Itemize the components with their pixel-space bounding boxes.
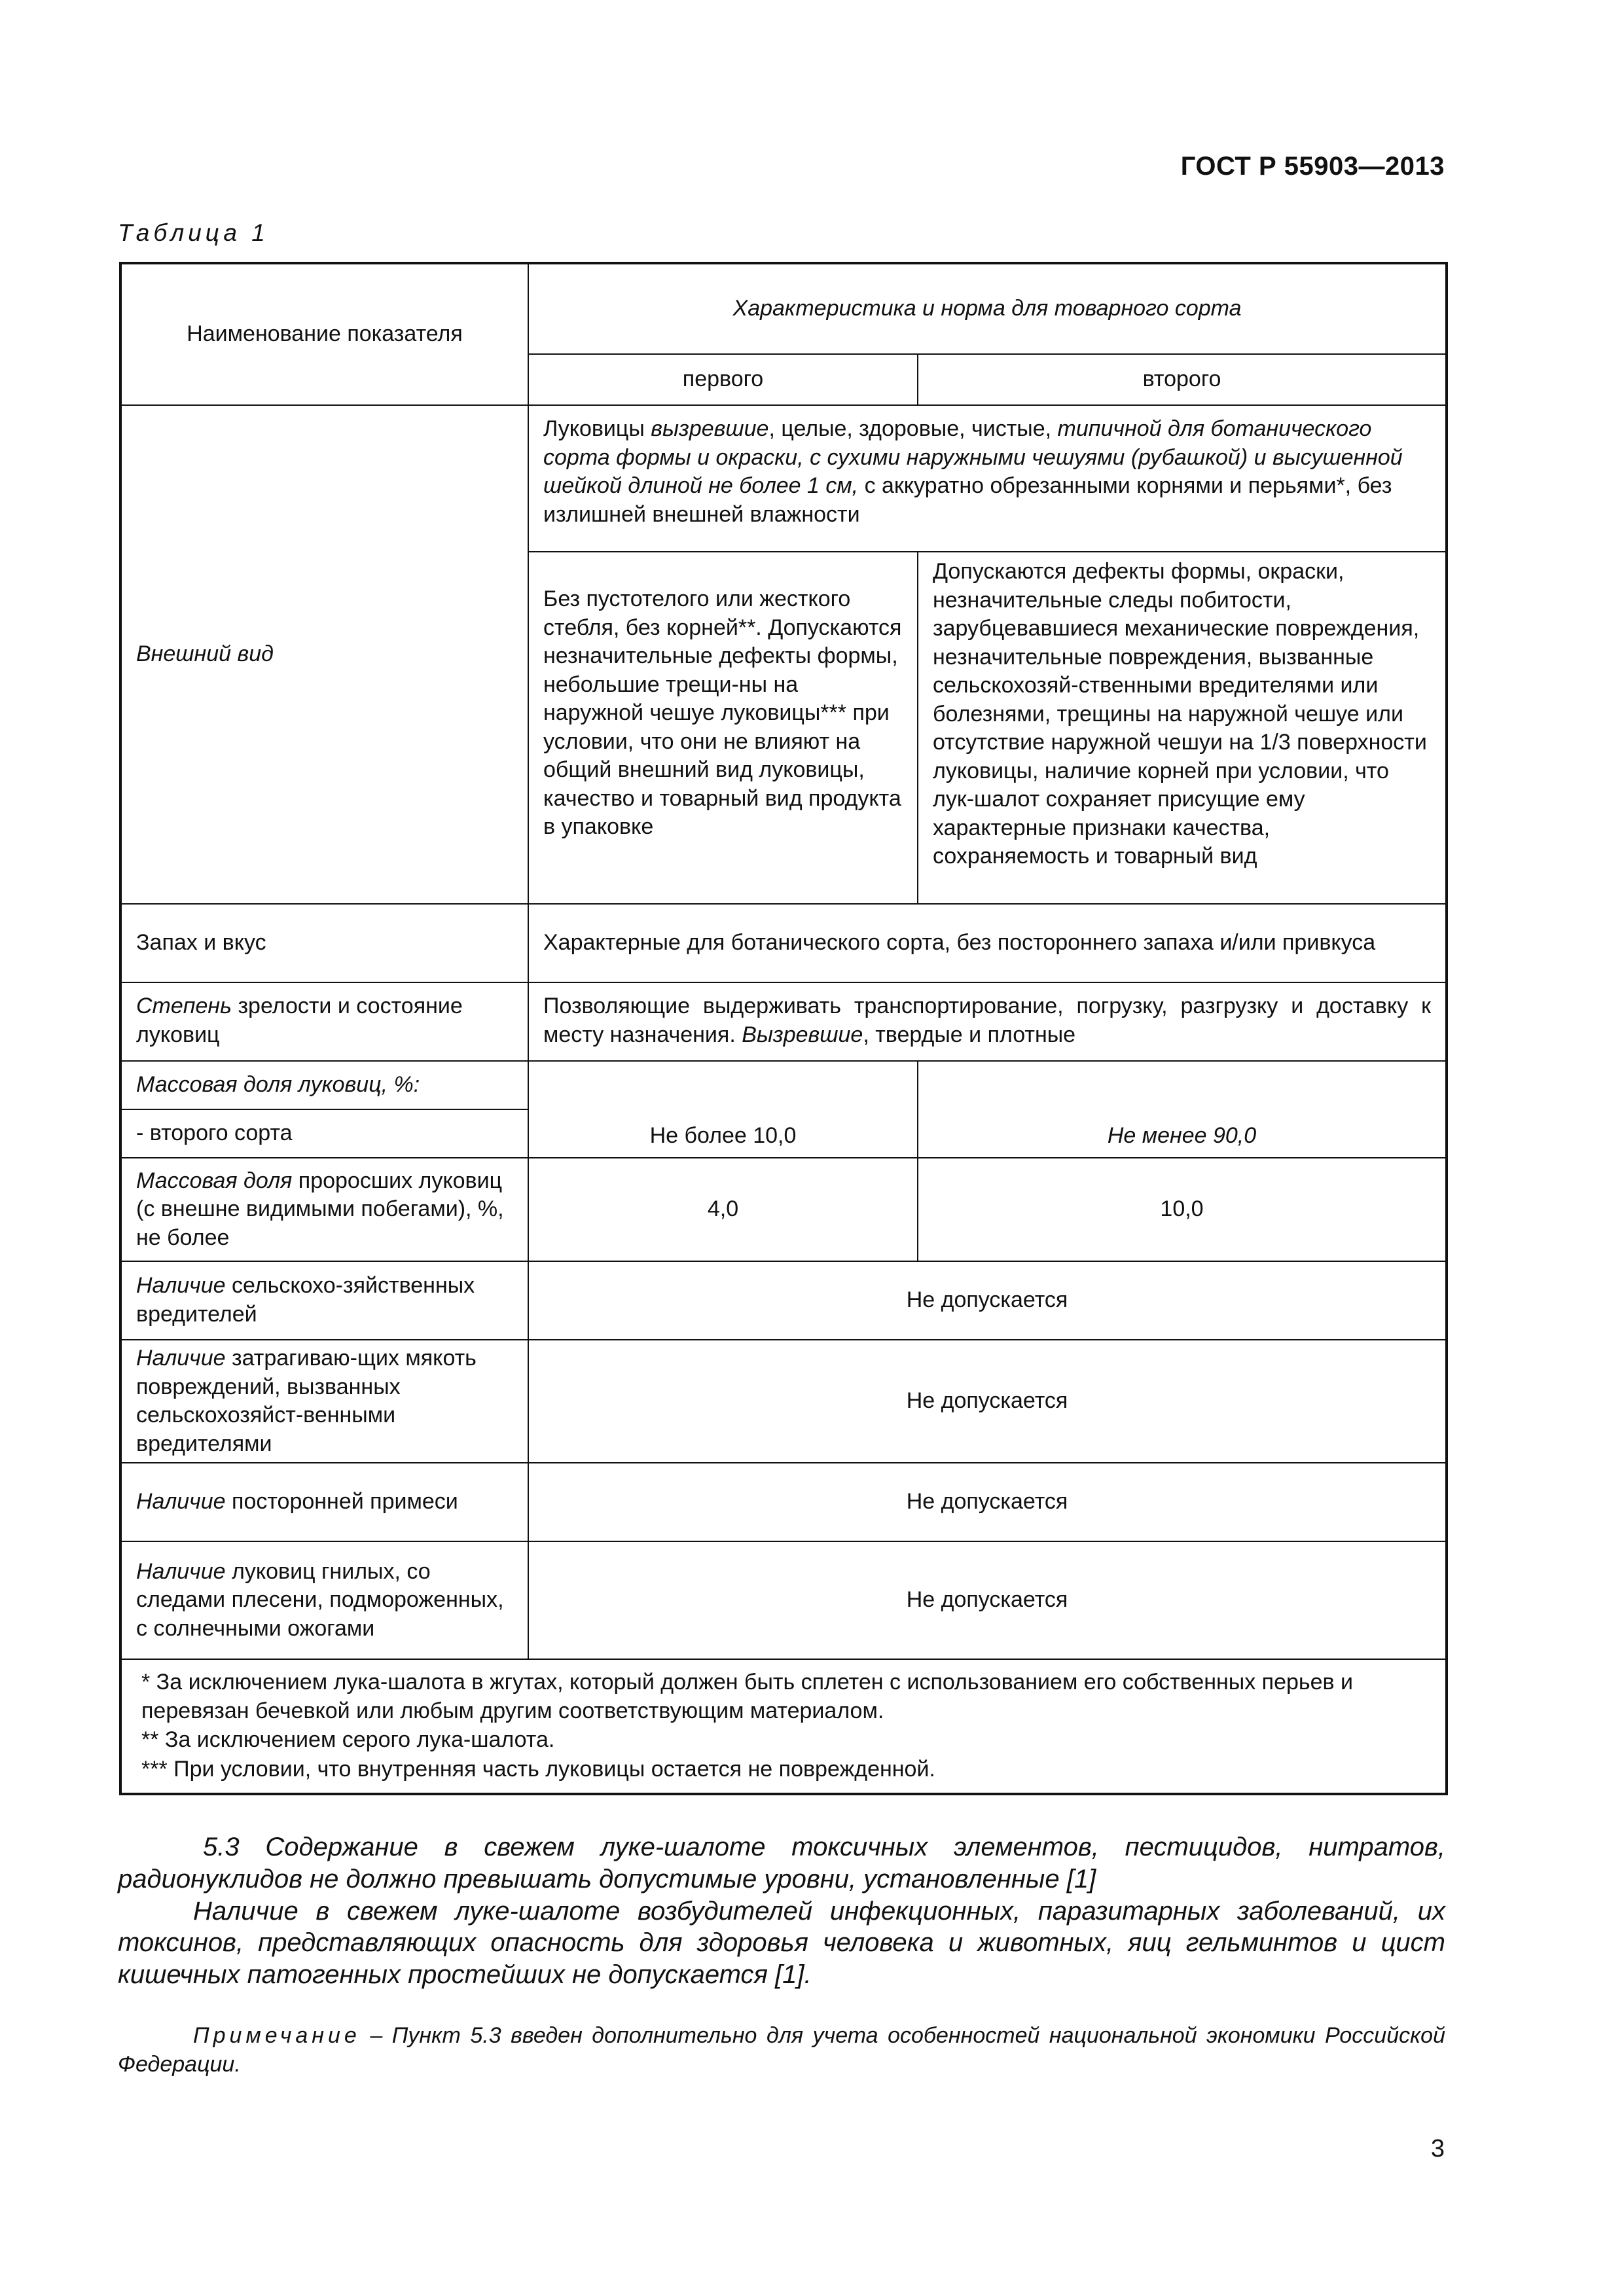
row-label-ripeness: Степень зрелости и состояние луковиц (120, 982, 528, 1061)
appearance-grade2: Допускаются дефекты формы, окраски, незначительные следы побитости, зарубцевавшиеся механические повреждения, незначительные повреждения, вызванные сельскохозяй-ственными вредителями или болезнями, трещины на наружной чешуе или отсутствие наружной чешуи на 1/3 поверхности луковицы, наличие корней при условии, что лук-шалот сохраняет присущие ему характерные признаки качества, сохраняемость и товарный вид (918, 552, 1447, 904)
mass-share-empty-1 (528, 1061, 918, 1109)
rotten-value: Не допускается (528, 1541, 1447, 1659)
row-label-smell: Запах и вкус (120, 904, 528, 982)
document-header-id: ГОСТ Р 55903—2013 (1180, 152, 1445, 181)
row-label-damage: Наличие затрагиваю-щих мякоть повреждений, вызванных сельскохозяйст-венными вредителями (120, 1340, 528, 1463)
row-label-sprouted: Массовая доля проросших луковиц (с внешне видимыми побегами), %, не более (120, 1158, 528, 1261)
row-label-impurity: Наличие посторонней примеси (120, 1463, 528, 1541)
damage-value: Не допускается (528, 1340, 1447, 1463)
footnote-2: ** За исключением серого лука-шалота. (141, 1727, 555, 1753)
note-label: Примечание (193, 2023, 361, 2048)
col-header-group: Характеристика и норма для товарного сорта (528, 263, 1447, 354)
table-caption: Таблица 1 (118, 219, 269, 246)
section-5-3 (118, 1831, 1445, 1991)
col-header-indicator: Наименование показателя (120, 263, 528, 405)
mass-share-empty-2 (918, 1061, 1447, 1109)
row-label-mass-share: Массовая доля луковиц, %: (120, 1061, 528, 1109)
pests-value: Не допускается (528, 1261, 1447, 1340)
table-footnotes (120, 1659, 1447, 1794)
section-5-3-paragraph-2: Наличие в свежем луке-шалоте возбудителей инфекционных, паразитарных заболеваний, их токсинов, представляющих опасность для здоровья человека и животных, яиц гельминтов и цист кишечных патогенных простейших не допускается [1]. (118, 1896, 1445, 1990)
note (118, 2021, 1445, 2079)
appearance-common-text: Луковицы вызревшие, целые, здоровые, чистые, типичной для ботанического сорта формы и окраски, с сухими наружными чешуями (рубашкой) и высушенной шейкой длиной не более 1 см, с аккуратно обрезанными корнями и перьями*, без излишней внешней влажности (528, 405, 1447, 552)
sprouted-grade2: 10,0 (918, 1158, 1447, 1261)
mass-share-grade2: Не менее 90,0 (918, 1109, 1447, 1158)
col-header-grade2: второго (918, 354, 1447, 405)
section-5-3-paragraph-1: 5.3 Содержание в свежем луке-шалоте токсичных элементов, пестицидов, нитратов, радионуклидов не должно превышать допустимые уровни, установленные [1] (118, 1833, 1445, 1893)
smell-value: Характерные для ботанического сорта, без постороннего запаха и/или привкуса (528, 904, 1447, 982)
page-number: 3 (1430, 2135, 1445, 2162)
row-label-mass-share-second: - второго сорта (120, 1109, 528, 1158)
col-header-grade1: первого (528, 354, 918, 405)
sprouted-grade1: 4,0 (528, 1158, 918, 1261)
row-label-appearance: Внешний вид (120, 405, 528, 904)
row-label-pests: Наличие сельскохо-зяйственных вредителей (120, 1261, 528, 1340)
appearance-grade1: Без пустотелого или жесткого стебля, без корней**. Допускаются незначительные дефекты формы, небольшие трещи-ны на наружной чешуе луковицы*** при условии, что они не влияют на общий внешний вид луковицы, качество и товарный вид продукта в упаковке (528, 552, 918, 904)
note-text: – Пункт 5.3 введен дополнительно для учета особенностей национальной экономики Российской Федерации. (118, 2023, 1445, 2077)
mass-share-grade1: Не более 10,0 (528, 1109, 918, 1158)
footnote-3: *** При условии, что внутренняя часть луковицы остается не поврежденной. (141, 1756, 935, 1782)
footnote-1: * За исключением лука-шалота в жгутах, который должен быть сплетен с использованием его собственных перьев и перевязан бечевкой или любым другим соответствующим материалом. (141, 1670, 1354, 1724)
ripeness-value: Позволяющие выдерживать транспортирование, погрузку, разгрузку и доставку к месту назначения. Вызревшие, твердые и плотные (528, 982, 1447, 1061)
impurity-value: Не допускается (528, 1463, 1447, 1541)
row-label-rotten: Наличие луковиц гнилых, со следами плесени, подмороженных, с солнечными ожогами (120, 1541, 528, 1659)
quality-table (119, 262, 1448, 1795)
